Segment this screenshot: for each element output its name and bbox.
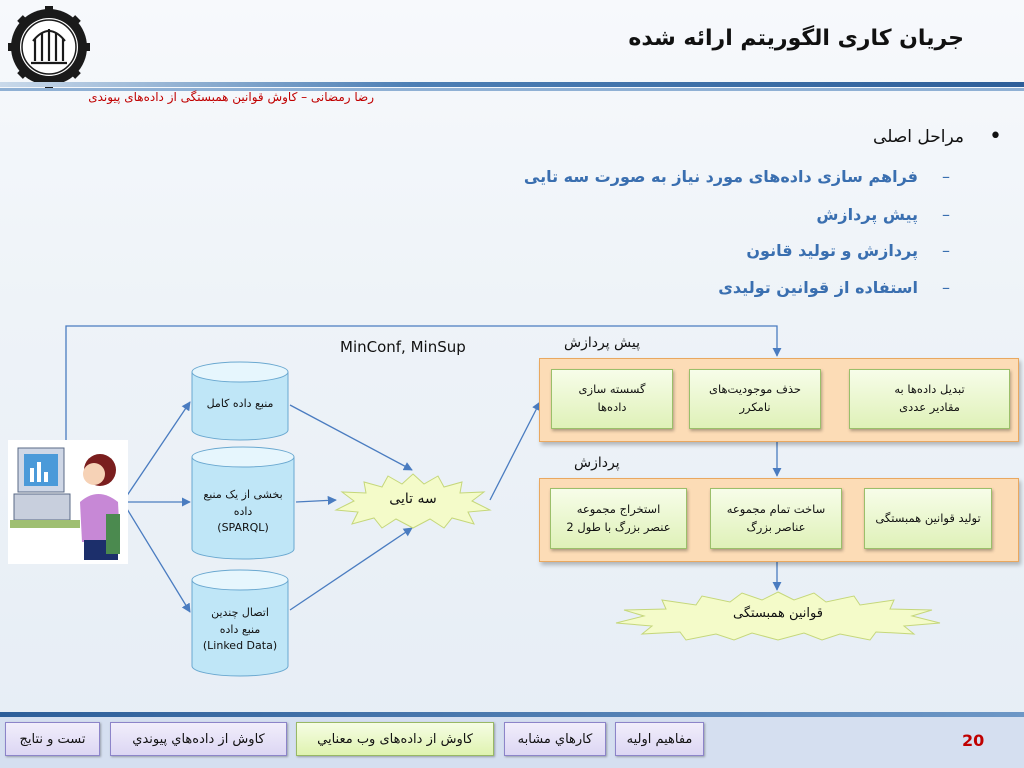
rules-label: قوانین همبستگی: [733, 606, 823, 621]
nav-basic-concepts[interactable]: مفاهيم اوليه: [615, 722, 704, 756]
sub-bullet-3: پردازش و تولید قانون: [746, 241, 918, 260]
bullet-dot: •: [989, 124, 1002, 149]
main-bullet: مراحل اصلی: [873, 127, 964, 147]
nav-linked-data-mining[interactable]: كاوش از داده‌هاي پيوندي: [110, 722, 287, 756]
step-build-large-itemsets: ساخت تمام مجموعه عناصر بزرگ: [710, 488, 842, 549]
nav-semantic-web-mining[interactable]: كاوش از داده‌های وب معنايي: [296, 722, 494, 756]
minconf-minsup-label: MinConf, MinSup: [340, 338, 466, 356]
step-extract-2-itemsets: استخراج مجموعه عنصر بزرگ با طول 2: [550, 488, 687, 549]
sub-bullet-4: استفاده از قوانین تولیدی: [718, 278, 918, 297]
sub-bullet-1: فراهم سازی داده‌های مورد نیاز به صورت سه تایی: [523, 167, 918, 186]
step-remove-infrequent: حذف موجودیت‌های نامکرر: [689, 369, 821, 429]
user-computer-icon: [8, 440, 128, 564]
preprocess-label: پیش پردازش: [564, 335, 641, 351]
page-number: 20: [962, 731, 985, 750]
source-full: منبع داده کامل: [206, 396, 274, 410]
triples-label: سه تایی: [389, 491, 437, 507]
source-sparql: بخشی از یک منبع داده (SPARQL): [203, 488, 283, 535]
step-generate-rules: تولید قوانین همبستگی: [864, 488, 992, 549]
nav-related-work[interactable]: كارهاي مشابه: [504, 722, 606, 756]
step-numeric-conversion: تبدیل داده‌ها به مقادیر عددی: [849, 369, 1010, 429]
nav-tests-results[interactable]: تست و نتايج: [5, 722, 100, 756]
slide-subtitle: رضا رمضانی – کاوش قوانین همبستگی از داده‌های پیوندی: [88, 90, 374, 104]
process-label: پردازش: [574, 455, 620, 471]
slide-title: جریان کاری الگوریتم ارائه شده: [628, 26, 964, 51]
sub-bullet-dash: –: [942, 167, 950, 186]
sub-bullet-dash: –: [942, 241, 950, 260]
sub-bullet-dash: –: [942, 278, 950, 297]
sub-bullet-dash: –: [942, 205, 950, 224]
step-discretize: گسسته سازی داده‌ها: [551, 369, 673, 429]
sub-bullet-2: پیش پردازش: [816, 205, 918, 224]
source-linked-data: اتصال چندین منبع داده (Linked Data): [202, 606, 278, 653]
